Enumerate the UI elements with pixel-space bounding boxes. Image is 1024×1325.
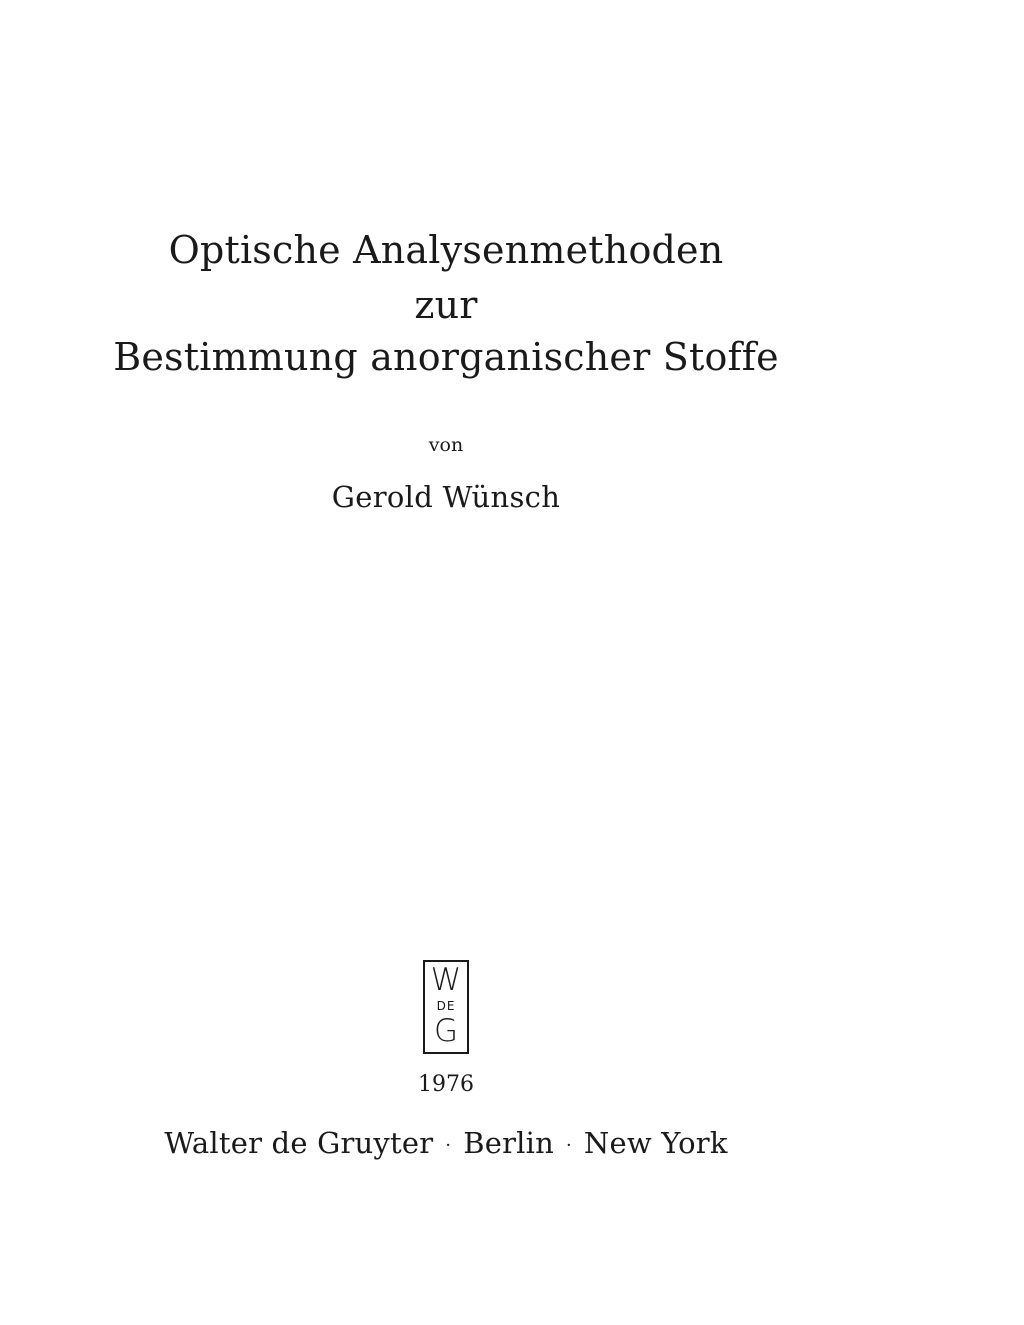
title-line-3: Bestimmung anorganischer Stoffe xyxy=(113,335,779,379)
author-name: Gerold Wünsch xyxy=(331,480,561,514)
publication-year: 1976 xyxy=(418,1072,474,1097)
publisher-line xyxy=(0,1126,892,1160)
publisher-city-newyork: New York xyxy=(583,1126,728,1160)
byline-von: von xyxy=(428,434,464,456)
logo-letters-de: DE xyxy=(436,999,456,1013)
title-line-1: Optische Analysenmethoden xyxy=(168,228,724,272)
logo-letter-w: W xyxy=(430,962,462,998)
logo-letter-g: G xyxy=(433,1013,459,1049)
separator-dot: · xyxy=(445,1134,452,1156)
publisher-logo xyxy=(423,960,469,1054)
title-line-2: zur xyxy=(414,283,478,327)
publisher-name: Walter de Gruyter xyxy=(164,1126,434,1160)
separator-dot: · xyxy=(565,1134,572,1156)
publisher-city-berlin: Berlin xyxy=(463,1126,554,1160)
